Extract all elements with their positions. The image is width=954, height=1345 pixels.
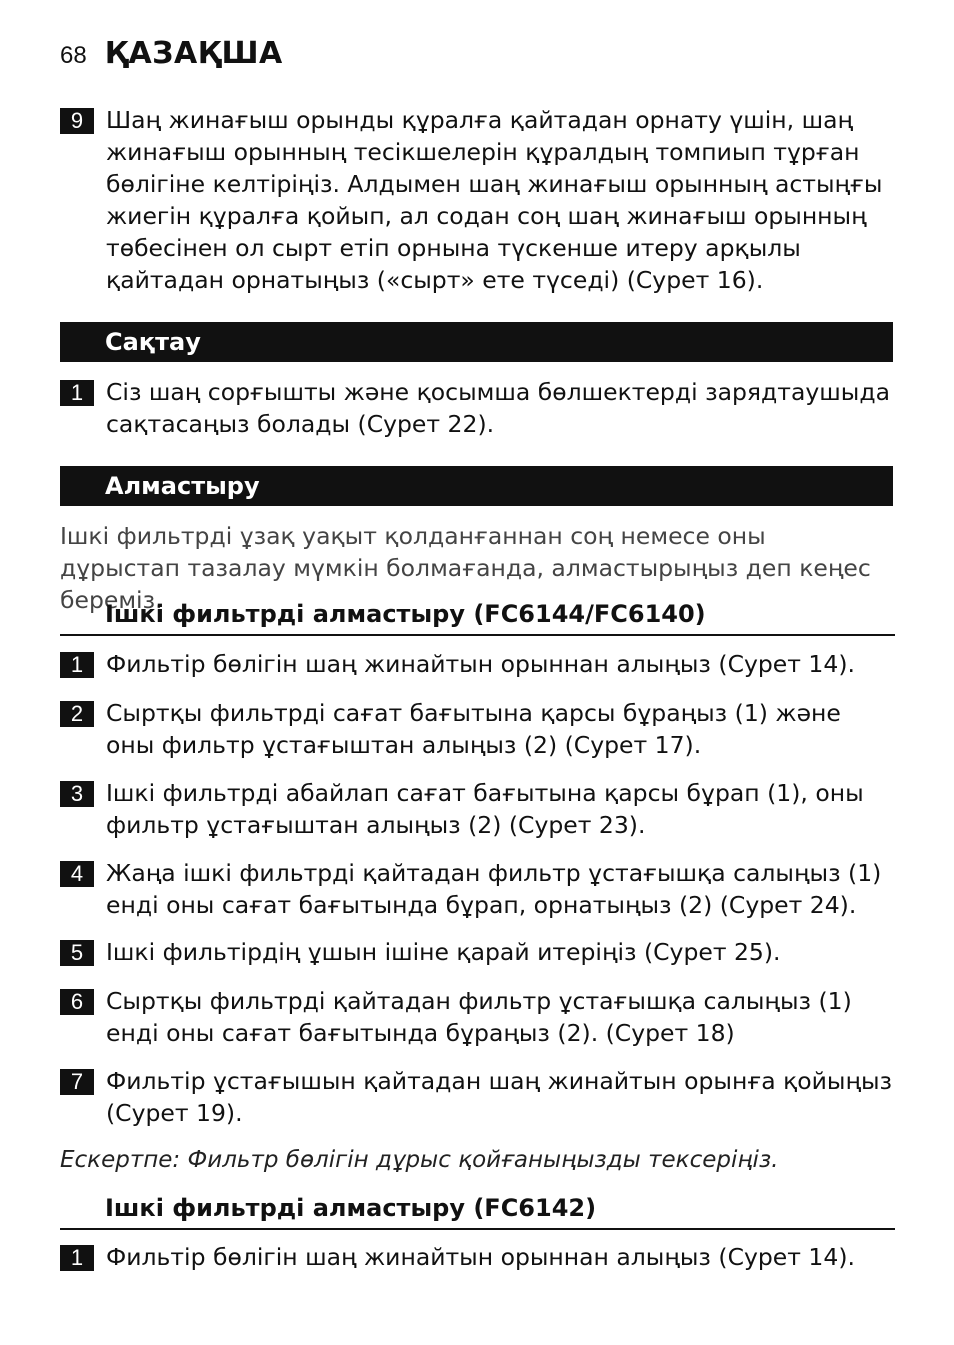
step-number: 2 [60, 701, 94, 727]
step-number: 4 [60, 861, 94, 887]
page-header [60, 36, 283, 76]
section-heading-replacement [60, 466, 893, 506]
step-item [60, 936, 895, 968]
step-number: 3 [60, 781, 94, 807]
subheading-text: Ішкі фильтрді алмастыру (FC6144/FC6140) [105, 600, 706, 628]
step-item [60, 697, 895, 761]
step-text: Сыртқы фильтрді қайтадан фильтр ұстағышқа салыңыз (1) енді оны сағат бағытында бұраңыз (2). (Сурет 18) [106, 987, 852, 1047]
step-item [60, 104, 895, 296]
step-item [60, 1065, 895, 1129]
step-number: 6 [60, 989, 94, 1015]
step-text: Сіз шаң сорғышты және қосымша бөлшектерді зарядтаушыда сақтасаңыз болады (Сурет 22). [106, 378, 890, 438]
step-item [60, 985, 895, 1049]
step-number: 1 [60, 1245, 94, 1271]
step-text: Фильтір бөлігін шаң жинайтын орыннан алыңыз (Сурет 14). [106, 650, 855, 678]
replacement-intro: Ішкі фильтрді ұзақ уақыт қолданғаннан соң немесе оны дұрыстап тазалау мүмкін болмағанда, алмастырыңыз деп кеңес береміз. [60, 522, 871, 614]
subheading-text: Ішкі фильтрді алмастыру (FC6142) [105, 1194, 597, 1222]
section-heading-text: Алмастыру [105, 472, 260, 500]
step-number: 7 [60, 1069, 94, 1095]
step-text: Сыртқы фильтрді сағат бағытына қарсы бұраңыз (1) және оны фильтр ұстағыштан алыңыз (2) (Сурет 17). [106, 699, 841, 759]
subheading-filter-fc6142 [60, 1192, 895, 1230]
note-text: Ескертпе: Фильтр бөлігін дұрыс қойғаныңызды тексеріңіз. [60, 1147, 779, 1173]
language-title: ҚАЗАҚША [104, 36, 283, 71]
step-text: Фильтір бөлігін шаң жинайтын орыннан алыңыз (Сурет 14). [106, 1243, 855, 1271]
step-text: Ішкі фильтірдің ұшын ішіне қарай итеріңіз (Сурет 25). [106, 938, 781, 966]
subheading-filter-fc6144 [60, 598, 895, 636]
section-heading-text: Сақтау [105, 328, 201, 356]
step-item [60, 376, 895, 440]
step-item [60, 777, 895, 841]
section-heading-storage [60, 322, 893, 362]
step-number: 9 [60, 108, 94, 134]
page-number: 68 [60, 42, 87, 69]
step-text: Фильтір ұстағышын қайтадан шаң жинайтын орынға қойыңыз (Сурет 19). [106, 1067, 893, 1127]
step-item [60, 648, 895, 680]
step-text: Шаң жинағыш орынды құралға қайтадан орнату үшін, шаң жинағыш орынның тесікшелерін құралдың томпиып тұрған бөлігіне келтіріңіз. Алдымен шаң жинағыш орынның астыңғы жиегін құралға қойып, ал содан соң шаң жинағыш орынның төбесінен ол сырт етіп орнына түскенше итеру арқылы қайтадан орнатыңыз («сырт» ете түседі) (Сурет 16). [106, 106, 883, 294]
step-number: 5 [60, 940, 94, 966]
step-item [60, 857, 895, 921]
step-text: Жаңа ішкі фильтрді қайтадан фильтр ұстағышқа салыңыз (1) енді оны сағат бағытында бұрап, орнатыңыз (2) (Сурет 24). [106, 859, 882, 919]
step-number: 1 [60, 380, 94, 406]
step-text: Ішкі фильтрді абайлап сағат бағытына қарсы бұрап (1), оны фильтр ұстағыштан алыңыз (2) (Сурет 23). [106, 779, 864, 839]
step-number: 1 [60, 652, 94, 678]
step-item [60, 1241, 895, 1273]
